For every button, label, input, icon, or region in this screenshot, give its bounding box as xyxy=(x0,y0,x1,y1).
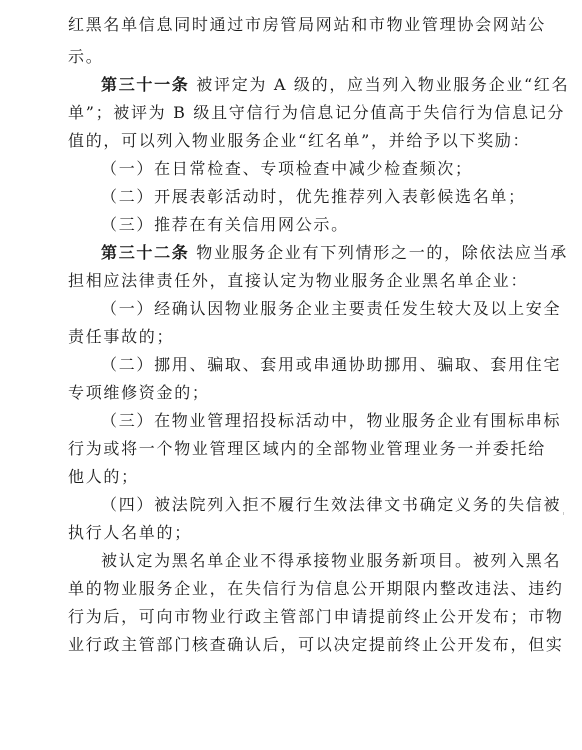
text-line: 行为后，可向市物业行政主管部门申请提前终止公开发布；市物 xyxy=(68,607,564,626)
list-item: （二）开展表彰活动时，优先推荐列入表彰候选名单； xyxy=(101,187,526,206)
text-line: 业行政主管部门核查确认后，可以决定提前终止公开发布，但实 xyxy=(68,635,564,654)
article-number: 第三十二条 xyxy=(101,243,190,262)
article-number: 第三十一条 xyxy=(101,75,190,94)
text-line: 单”；被评为 B 级且守信行为信息记分值高于失信行为信息记分 xyxy=(68,103,566,122)
text-line: 行为或将一个物业管理区域内的全部物业管理业务一并委托给 xyxy=(68,439,546,458)
paragraph-start-line: 被认定为黑名单企业不得承接物业服务新项目。被列入黑名 xyxy=(101,551,562,570)
list-item: （四）被法院列入拒不履行生效法律文书确定义务的失信被 xyxy=(101,495,562,514)
list-item: （二）挪用、骗取、套用或串通协助挪用、骗取、套用住宅 xyxy=(101,355,562,374)
text-line: 值的，可以列入物业服务企业“红名单”，并给予以下奖励： xyxy=(68,131,531,150)
text-line: 执行人名单的； xyxy=(68,523,192,542)
list-item: （一）在日常检查、专项检查中减少检查频次； xyxy=(101,159,473,178)
text-line: 专项维修资金的； xyxy=(68,383,210,402)
text-line: 担相应法律责任外，直接认定为物业服务企业黑名单企业： xyxy=(68,271,529,290)
margin-mark xyxy=(563,512,564,515)
text-line: 责任事故的； xyxy=(68,327,175,346)
text-line: 示。 xyxy=(68,47,104,66)
text-line: 他人的； xyxy=(68,467,139,486)
text-line: 单的物业服务企业，在失信行为信息公开期限内整改违法、违约 xyxy=(68,579,564,598)
list-item: （一）经确认因物业服务企业主要责任发生较大及以上安全 xyxy=(101,299,562,318)
article-32-heading-line: 第三十二条 物业服务企业有下列情形之一的，除依法应当承 xyxy=(101,243,569,262)
article-31-heading-line: 第三十一条 被评定为 A 级的，应当列入物业服务企业“红名 xyxy=(101,75,570,94)
list-item: （三）在物业管理招投标活动中，物业服务企业有围标串标 xyxy=(101,411,562,430)
text-line: 红黑名单信息同时通过市房管局网站和市物业管理协会网站公 xyxy=(68,15,546,34)
list-item: （三）推荐在有关信用网公示。 xyxy=(101,215,349,234)
